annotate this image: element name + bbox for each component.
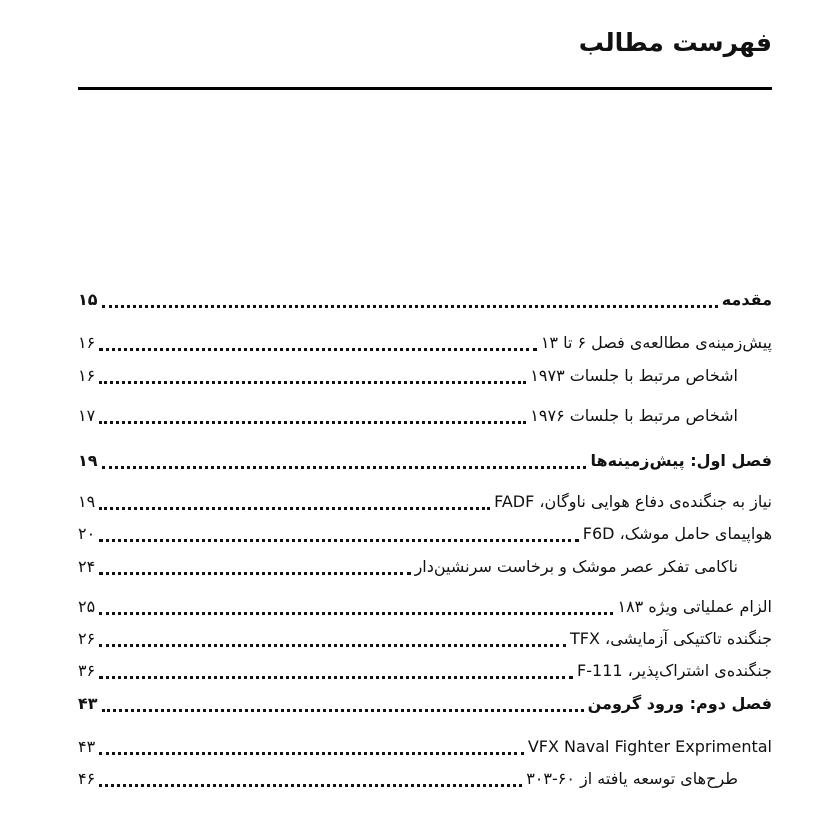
toc-entry-page: ۱۵ bbox=[78, 289, 98, 309]
toc-entry-title: نیاز به جنگنده‌ی دفاع هوایی ناوگان، FADF bbox=[494, 491, 772, 511]
toc-entry[interactable] bbox=[78, 360, 772, 390]
toc-entry[interactable] bbox=[78, 518, 772, 548]
toc-entry[interactable] bbox=[78, 327, 772, 357]
toc-entry-title: پیش‌زمینه‌ی مطالعه‌ی فصل ۶ تا ۱۳ bbox=[540, 332, 772, 352]
toc-entry-title: جنگنده‌ی اشتراک‌پذیر، F-111 bbox=[577, 660, 772, 680]
dot-leader bbox=[99, 346, 537, 351]
toc-entry-title: اشخاص مرتبط با جلسات ۱۹۷۳ bbox=[530, 365, 738, 385]
toc-entry-title: مقدمه bbox=[721, 289, 772, 309]
toc-entry[interactable] bbox=[78, 688, 772, 718]
dot-leader bbox=[99, 610, 613, 615]
dot-leader bbox=[99, 750, 524, 755]
toc-entry[interactable] bbox=[78, 551, 772, 581]
toc-entry-title: فصل دوم: ورود گرومن bbox=[587, 693, 772, 713]
toc-entry-page: ۱۶ bbox=[78, 365, 96, 385]
toc-entry-page: ۲۴ bbox=[78, 556, 96, 576]
page-title: فهرست مطالب bbox=[578, 28, 772, 57]
toc-entry[interactable] bbox=[78, 400, 772, 430]
toc-entry-title: هواپیمای حامل موشک، F6D bbox=[582, 523, 772, 543]
toc-entry[interactable] bbox=[78, 731, 772, 761]
toc-entry-title: ناکامی تفکر عصر موشک و برخاست سرنشین‌دار bbox=[414, 556, 738, 576]
toc-entry-title: طرح‌های توسعه یافته از ۶۰-۳۰۳ bbox=[526, 768, 738, 788]
dot-leader bbox=[102, 464, 587, 469]
toc-entry-title: VFX Naval Fighter Exprimental bbox=[527, 736, 772, 756]
dot-leader bbox=[99, 537, 579, 542]
dot-leader bbox=[102, 707, 584, 712]
dot-leader bbox=[99, 419, 526, 424]
toc-entry-page: ۴۳ bbox=[78, 736, 96, 756]
toc-entry-page: ۲۶ bbox=[78, 628, 96, 648]
dot-leader bbox=[99, 379, 526, 384]
toc-entry-page: ۱۹ bbox=[78, 491, 96, 511]
toc-entry[interactable] bbox=[78, 763, 772, 793]
toc-entry-title: اشخاص مرتبط با جلسات ۱۹۷۶ bbox=[530, 405, 738, 425]
toc-entry-page: ۱۷ bbox=[78, 405, 96, 425]
toc-entry-page: ۴۶ bbox=[78, 768, 96, 788]
dot-leader bbox=[102, 303, 718, 308]
dot-leader bbox=[99, 570, 410, 575]
dot-leader bbox=[99, 782, 522, 787]
dot-leader bbox=[99, 674, 573, 679]
toc-entry[interactable] bbox=[78, 445, 772, 475]
toc-entry-page: ۱۶ bbox=[78, 332, 96, 352]
toc-entry-page: ۴۳ bbox=[78, 693, 98, 713]
toc-entry[interactable] bbox=[78, 655, 772, 685]
toc-entry-page: ۳۶ bbox=[78, 660, 96, 680]
toc-entry-title: الزام عملیاتی ویژه ۱۸۳ bbox=[617, 596, 772, 616]
toc-entry[interactable] bbox=[78, 284, 772, 314]
dot-leader bbox=[99, 642, 566, 647]
toc-entry-page: ۲۰ bbox=[78, 523, 96, 543]
dot-leader bbox=[99, 505, 490, 510]
toc-entry-title: جنگنده تاکتیکی آزمایشی، TFX bbox=[570, 628, 772, 648]
toc-entry-title: فصل اول: پیش‌زمینه‌ها bbox=[590, 450, 772, 470]
toc-entry-page: ۲۵ bbox=[78, 596, 96, 616]
toc-entry[interactable] bbox=[78, 591, 772, 621]
toc-entry[interactable] bbox=[78, 486, 772, 516]
toc-entry[interactable] bbox=[78, 623, 772, 653]
toc-entry-page: ۱۹ bbox=[78, 450, 98, 470]
